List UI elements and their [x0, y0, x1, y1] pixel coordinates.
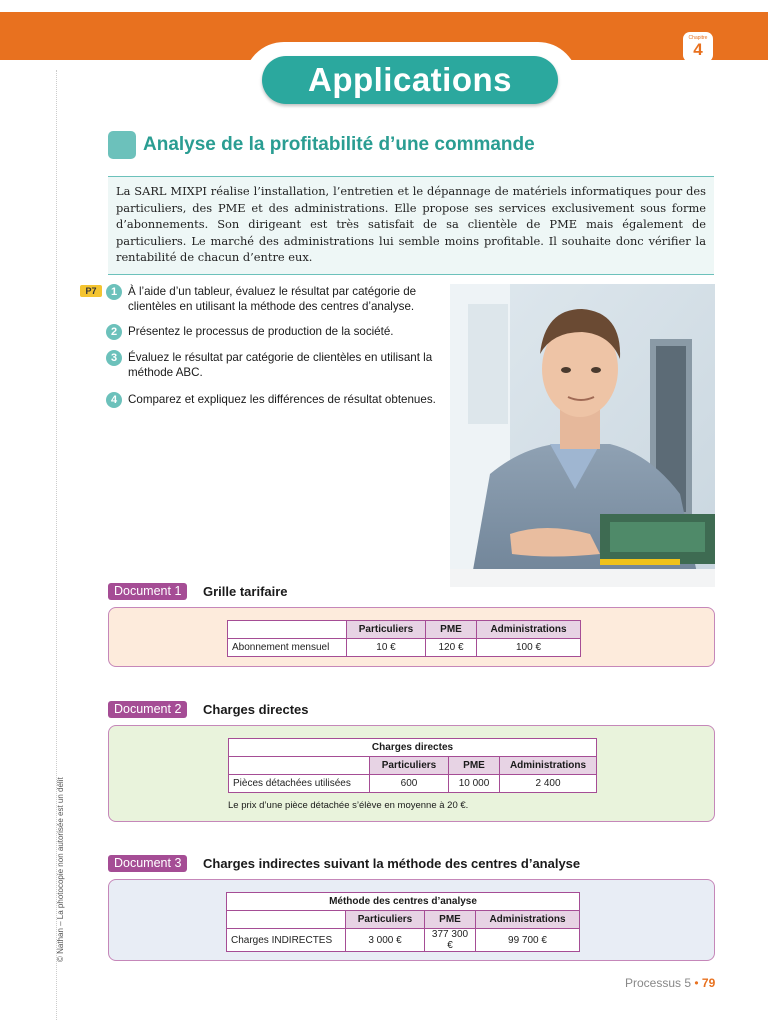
skill-tag: P7: [80, 285, 102, 297]
intro-paragraph: La SARL MIXPI réalise l’installation, l’entretien et le dépannage de matériels informatiques pour des particuliers, des PME et des administrations. Elle propose ses services exclusivement sous forme d’abonnements. Son dirigeant est très satisfait de sa clientèle de PME mais également de particuliers. Le marché des administrations lui semble moins profitable. Il souhaite donc vérifier la rentabilité de chacun d’entre eux.: [108, 176, 714, 275]
document-1-box: [108, 607, 715, 667]
price-note: Le prix d’une pièce détachée s’élève en moyenne à 20 €.: [228, 800, 469, 811]
tariff-table: [227, 620, 581, 657]
page-title: Applications: [262, 56, 558, 104]
table-caption-row: [227, 893, 580, 911]
question-text: À l’aide d’un tableur, évaluez le résultat par catégorie de clientèles en utilisant la méthode des centres d’analyse.: [128, 285, 417, 313]
table-cell: 120 €: [426, 639, 477, 657]
table-cell: 99 700 €: [476, 929, 580, 952]
table-caption: Charges directes: [229, 739, 597, 757]
table-row: [229, 775, 597, 793]
document-3-box: [108, 879, 715, 961]
table-row: [228, 639, 581, 657]
table-row: [227, 929, 580, 952]
technician-photo: [450, 284, 715, 587]
table-header-cell: Particuliers: [370, 757, 449, 775]
table-header-cell: PME: [449, 757, 500, 775]
table-header-cell: [228, 621, 347, 639]
copyright-note: © Nathan – La photocopie non autorisée est un délit: [56, 777, 65, 962]
document-3-title: Charges indirectes suivant la méthode des centres d’analyse: [203, 856, 581, 871]
document-2-badge: Document 2: [108, 701, 187, 718]
table-cell: Pièces détachées utilisées: [229, 775, 370, 793]
footer-separator: •: [694, 976, 699, 990]
document-2-box: [108, 725, 715, 822]
question-text: Présentez le processus de production de la société.: [128, 325, 394, 338]
table-cell: 2 400: [500, 775, 597, 793]
document-3-badge: Document 3: [108, 855, 187, 872]
table-header-row: [228, 621, 581, 639]
process-label: Processus 5: [625, 976, 692, 990]
table-caption-row: [229, 739, 597, 757]
question-number: 2: [106, 324, 122, 340]
table-header-cell: [227, 911, 346, 929]
table-header-cell: Administrations: [477, 621, 581, 639]
table-header-cell: [229, 757, 370, 775]
chapter-badge: [683, 32, 713, 62]
table-cell: 10 €: [347, 639, 426, 657]
indirect-charges-table: [226, 892, 580, 952]
page-footer: [625, 976, 715, 990]
document-1-title: Grille tarifaire: [203, 584, 288, 599]
table-cell: 10 000: [449, 775, 500, 793]
section-marker: [108, 131, 136, 159]
chapter-number: 4: [693, 40, 703, 59]
table-header-cell: Particuliers: [347, 621, 426, 639]
table-cell: Abonnement mensuel: [228, 639, 347, 657]
table-header-cell: PME: [426, 621, 477, 639]
document-2-title: Charges directes: [203, 702, 309, 717]
page-number: 79: [701, 976, 716, 990]
table-caption: Méthode des centres d’analyse: [227, 893, 580, 911]
section-title: Analyse de la profitabilité d’une commande: [143, 134, 535, 155]
table-header-cell: Particuliers: [346, 911, 425, 929]
table-header-cell: Administrations: [476, 911, 580, 929]
table-cell: 377 300 €: [425, 929, 476, 952]
document-1-badge: Document 1: [108, 583, 187, 600]
direct-charges-table: [228, 738, 597, 793]
table-cell: 600: [370, 775, 449, 793]
question-number: 1: [106, 284, 122, 300]
technician-illustration: [450, 284, 715, 587]
question-text: Évaluez le résultat par catégorie de clientèles en utilisant la méthode ABC.: [128, 351, 433, 379]
table-header-row: [227, 911, 580, 929]
question-number: 3: [106, 350, 122, 366]
table-header-cell: PME: [425, 911, 476, 929]
question-text: Comparez et expliquez les différences de résultat obtenues.: [128, 393, 436, 406]
table-header-cell: Administrations: [500, 757, 597, 775]
question-number: 4: [106, 392, 122, 408]
table-cell: 100 €: [477, 639, 581, 657]
table-cell: 3 000 €: [346, 929, 425, 952]
chapter-label: Chapitre: [688, 35, 708, 41]
table-cell: Charges INDIRECTES: [227, 929, 346, 952]
table-header-row: [229, 757, 597, 775]
